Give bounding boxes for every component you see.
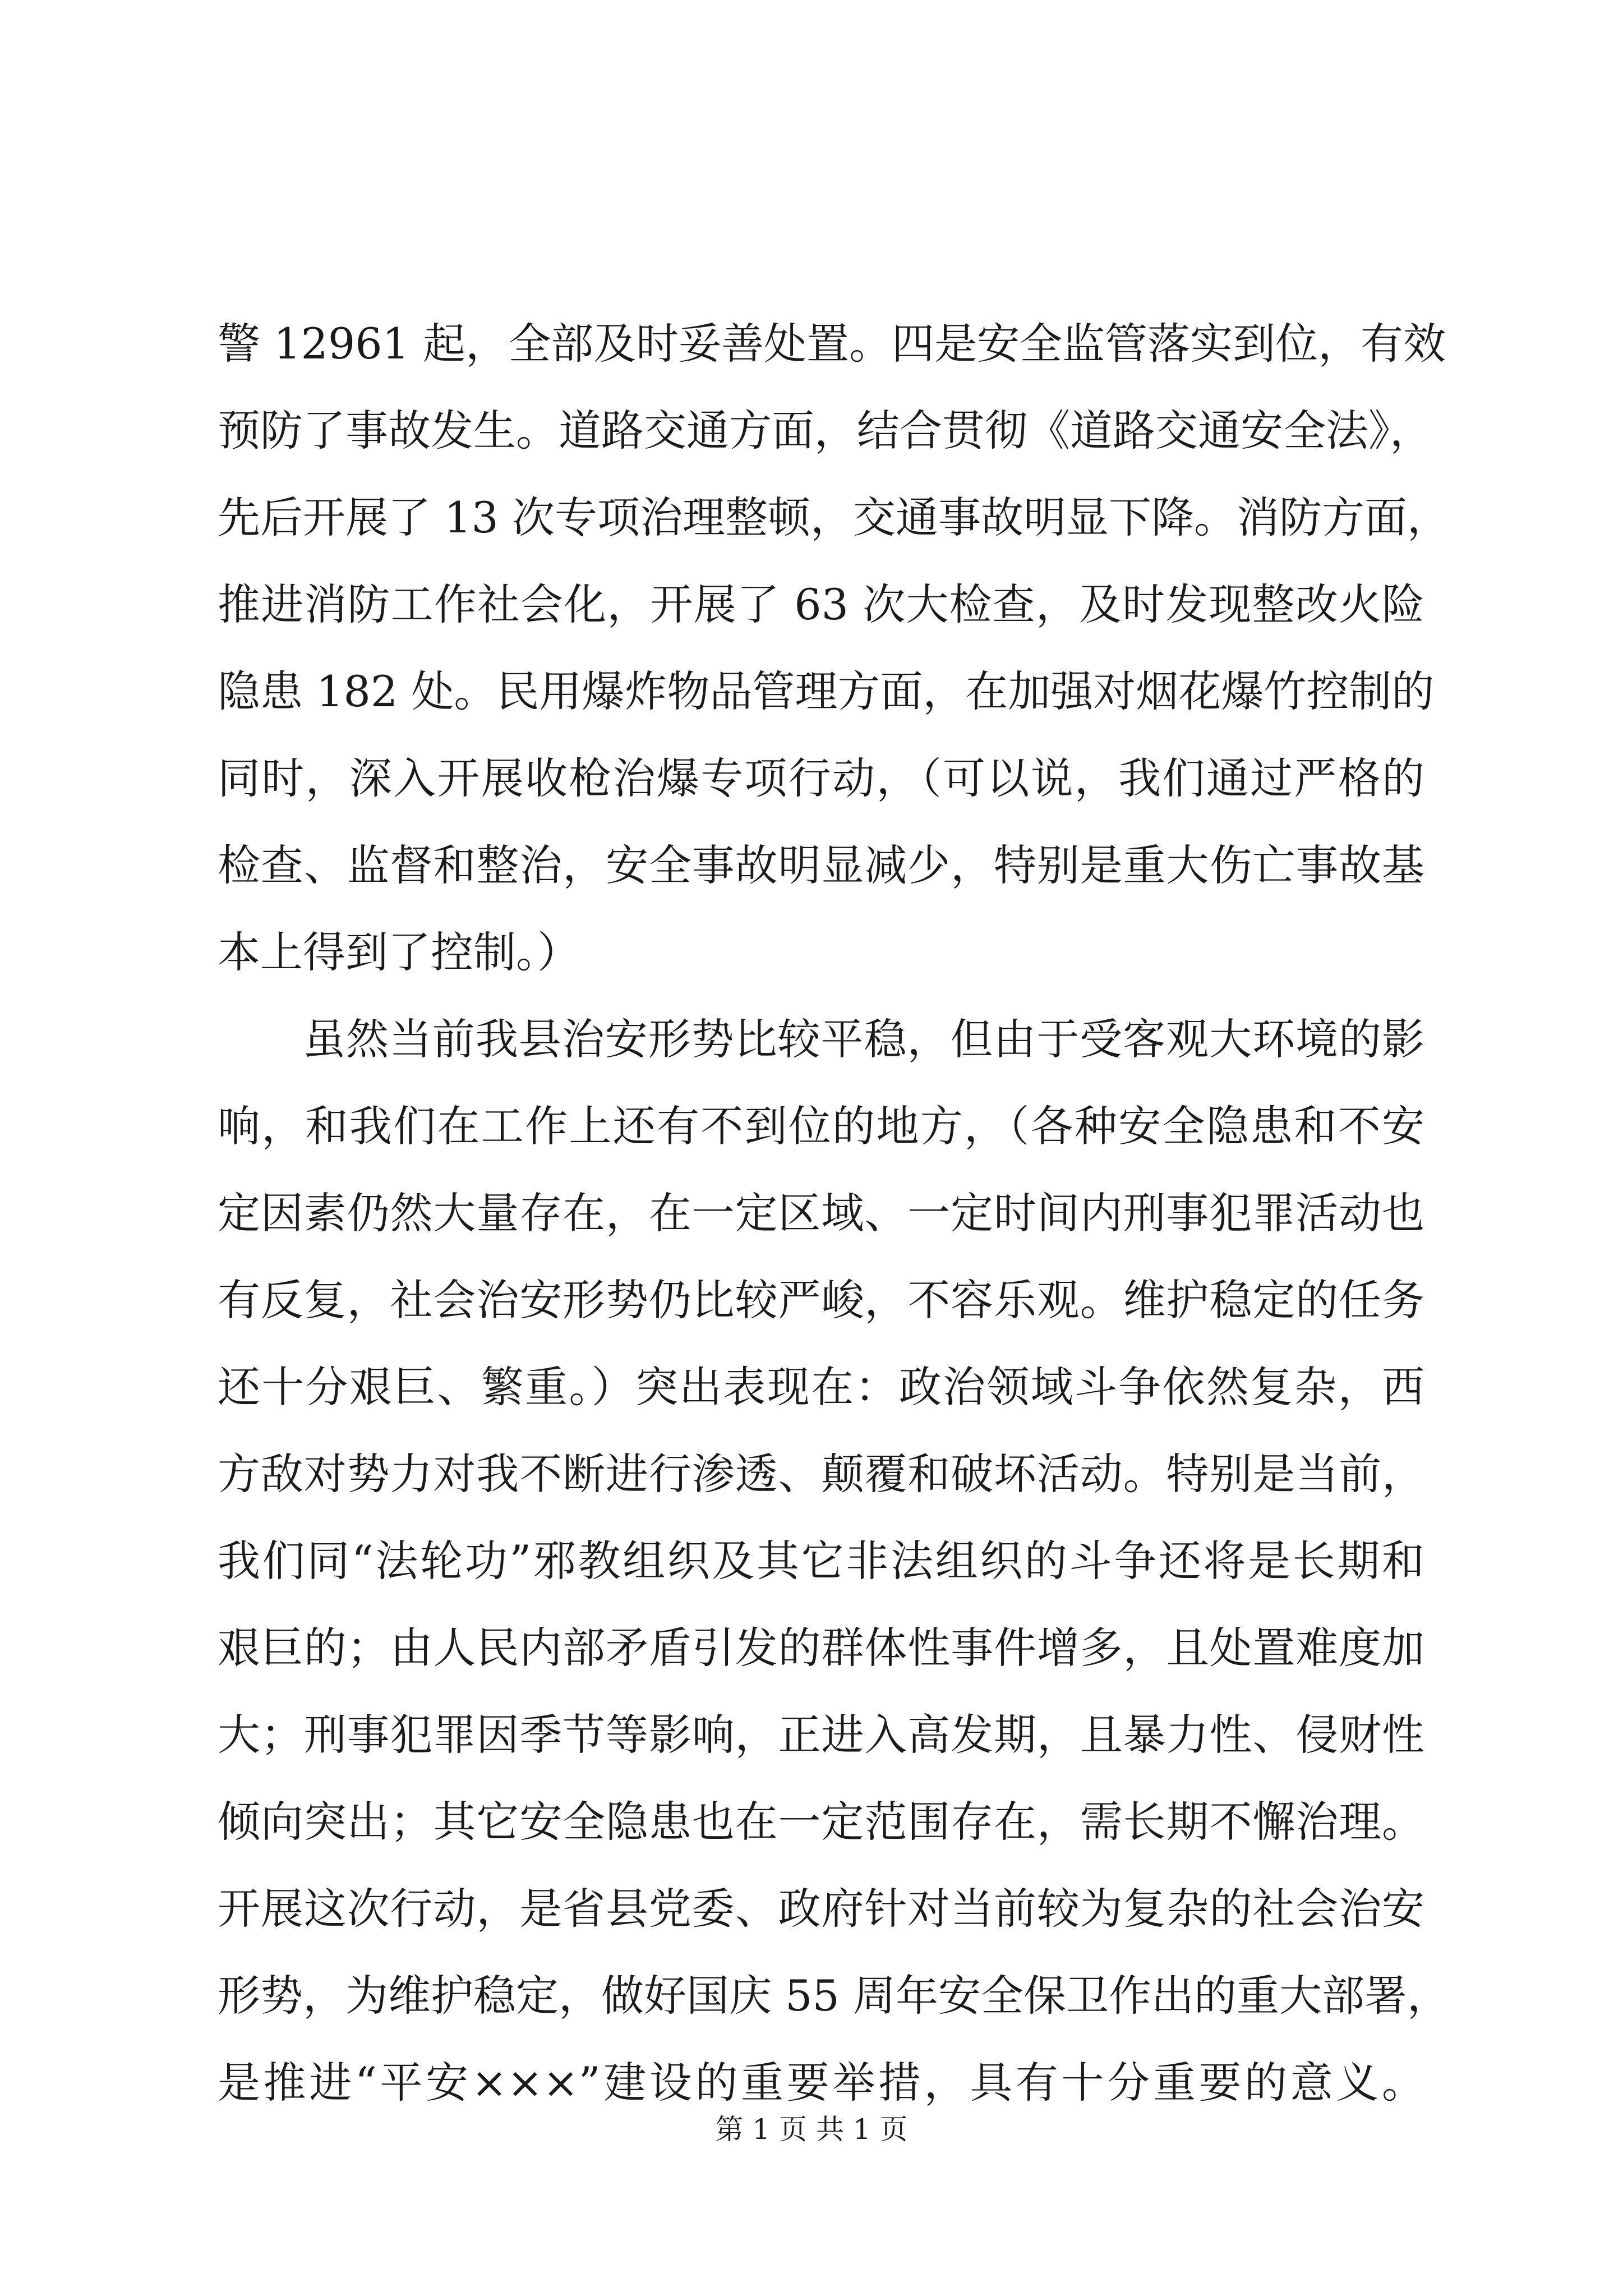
paragraph-1-line-3: 先后开展了 13 次专项治理整顿，交通事故明显下降。消防方面，: [218, 493, 1450, 542]
paragraph-2-line-7: 我们同“法轮功”邪教组织及其它非法组织的斗争还将是长期和: [218, 1536, 1424, 1586]
paragraph-2-line-1: 虽然当前我县治安形势比较平稳，但由于受客观大环境的影: [303, 1014, 1424, 1064]
paragraph-2-line-4: 有反复，社会治安形势仍比较严峻，不容乐观。维护稳定的任务: [218, 1275, 1424, 1325]
page-number-footer: 第 1 页 共 1 页: [715, 2113, 908, 2146]
paragraph-2-line-2: 响，和我们在工作上还有不到位的地方，（各种安全隐患和不安: [218, 1101, 1424, 1151]
paragraph-2-line-12: 形势，为维护稳定，做好国庆 55 周年安全保卫作出的重大部署，: [218, 1971, 1450, 2021]
paragraph-1-line-8: 本上得到了控制。）: [218, 927, 580, 977]
document-body: [218, 0, 1450, 2108]
paragraph-2-line-9: 大；刑事犯罪因季节等影响，正进入高发期，且暴力性、侵财性: [218, 1710, 1424, 1760]
paragraph-2-line-3: 定因素仍然大量存在，在一定区域、一定时间内刑事犯罪活动也: [218, 1188, 1424, 1238]
paragraph-1-line-6: 同时，深入开展收枪治爆专项行动，（可以说，我们通过严格的: [218, 753, 1424, 803]
paragraph-2-line-11: 开展这次行动，是省县党委、政府针对当前较为复杂的社会治安: [218, 1884, 1424, 1934]
paragraph-2-line-10: 倾向突出；其它安全隐患也在一定范围存在，需长期不懈治理。: [218, 1797, 1424, 1847]
paragraph-1-line-5: 隐患 182 处。民用爆炸物品管理方面，在加强对烟花爆竹控制的: [218, 666, 1435, 716]
paragraph-1-line-7: 检查、监督和整治，安全事故明显减少，特别是重大伤亡事故基: [218, 840, 1424, 890]
paragraph-2-line-6: 方敌对势力对我不断进行渗透、颠覆和破坏活动。特别是当前，: [218, 1449, 1424, 1499]
paragraph-2-line-5: 还十分艰巨、繁重。）突出表现在：政治领域斗争依然复杂，西: [218, 1362, 1424, 1412]
paragraph-2-line-13: 是推进“平安×××”建设的重要举措，具有十分重要的意义。: [218, 2058, 1424, 2108]
paragraph-2-line-8: 艰巨的；由人民内部矛盾引发的群体性事件增多，且处置难度加: [218, 1623, 1424, 1673]
paragraph-1-line-4: 推进消防工作社会化，开展了 63 次大检查，及时发现整改火险: [218, 579, 1424, 629]
paragraph-1-line-1: 警 12961 起，全部及时妥善处置。四是安全监管落实到位，有效: [218, 319, 1446, 369]
paragraph-1-line-2: 预防了事故发生。道路交通方面，结合贯彻《道路交通安全法》，: [218, 406, 1432, 455]
